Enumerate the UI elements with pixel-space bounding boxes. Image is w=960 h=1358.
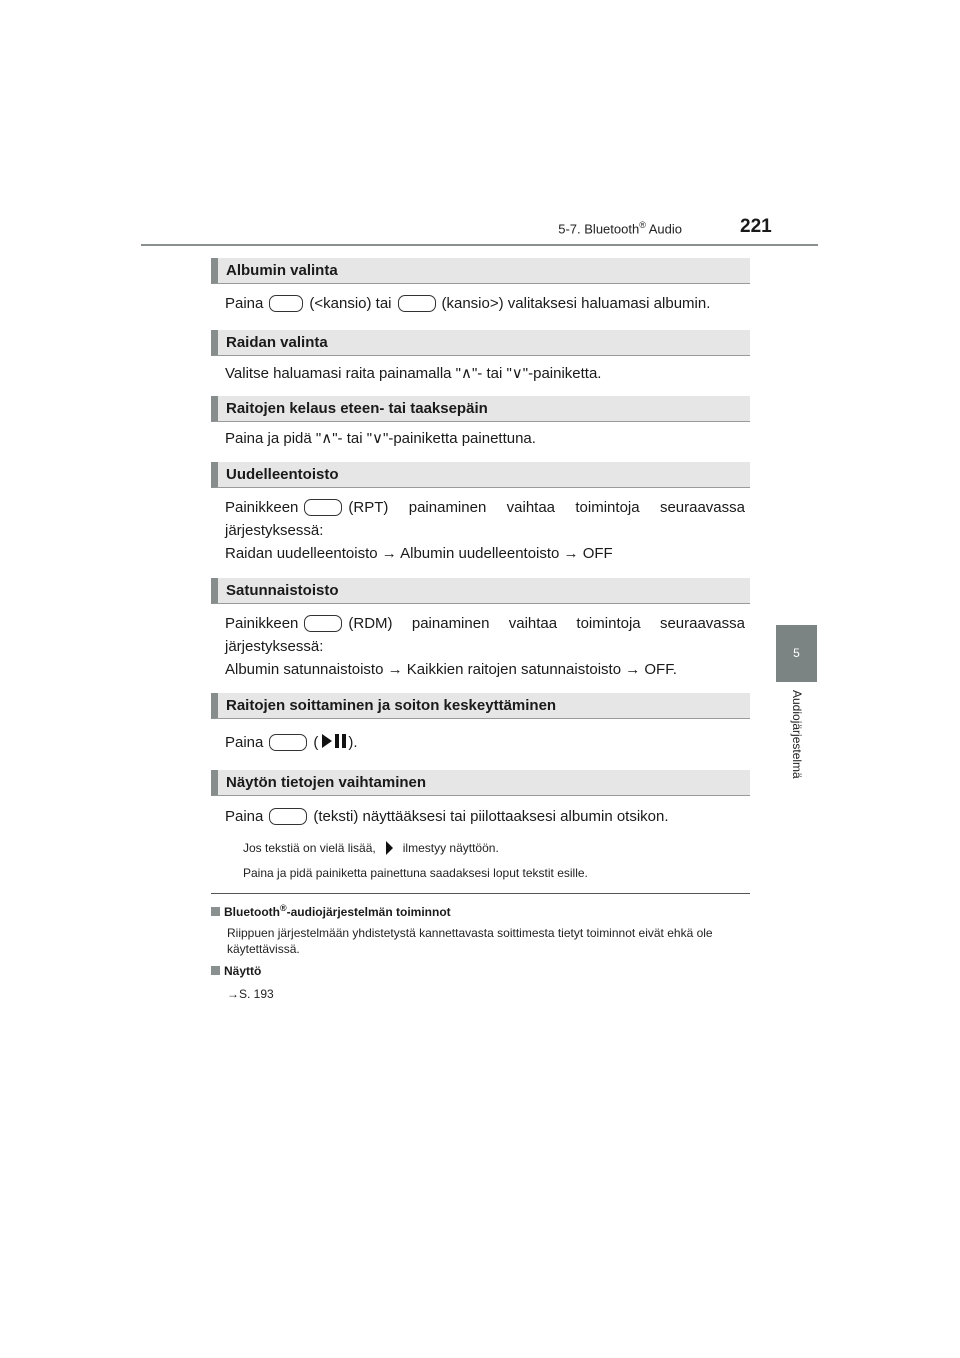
section-heading-album-select <box>211 258 750 284</box>
display-info-text <box>225 805 745 828</box>
heading-text: Raidan valinta <box>226 334 328 351</box>
text-part: Painikkeen <box>225 615 299 632</box>
section-heading-random <box>211 578 750 604</box>
text-part: ( <box>313 734 319 751</box>
section-heading-fast-forward <box>211 396 750 422</box>
square-bullet-icon <box>211 907 220 916</box>
folder-next-button-icon <box>398 295 436 312</box>
heading-text: Uudelleentoisto <box>226 466 339 483</box>
display-note-1 <box>243 839 743 857</box>
footnote-heading-display <box>211 964 261 978</box>
chapter-tab: 5 <box>776 625 817 682</box>
album-select-text <box>225 292 745 315</box>
section-heading-track-select <box>211 330 750 356</box>
random-text <box>225 612 745 658</box>
text-part: ilmestyy näyttöön. <box>402 841 499 855</box>
text-part: Bluetooth <box>224 905 280 919</box>
rpt-button-icon <box>304 499 342 516</box>
footnote-heading-bluetooth <box>211 903 451 919</box>
heading-text: Albumin valinta <box>226 262 338 279</box>
heading-text: Satunnaistoisto <box>226 582 339 599</box>
text-part: Paina <box>225 734 264 751</box>
footnote-text-display: →S. 193 <box>227 987 274 1001</box>
fast-forward-text: Paina ja pidä "∧"- tai "∨"-painiketta painettuna. <box>225 430 536 447</box>
text-part: Paina <box>225 295 264 312</box>
section-title-suffix: Audio <box>645 221 682 237</box>
text-part: ). <box>348 734 358 751</box>
text-part: (<kansio) tai <box>309 295 392 312</box>
section-title-prefix: 5-7. Bluetooth <box>558 221 640 237</box>
text-part: -audiojärjestelmän toiminnot <box>286 905 451 919</box>
section-title <box>558 220 682 236</box>
text-part: (RPT) painaminen vaihtaa toimintoja seuraavassa järjestyksessä: <box>225 499 745 539</box>
text-part: (RDM) painaminen vaihtaa toimintoja seuraavassa järjestyksessä: <box>225 615 745 655</box>
play-pause-button-icon <box>269 734 307 751</box>
text-part: Painikkeen <box>225 499 299 516</box>
play-pause-icon <box>318 732 348 757</box>
repeat-text <box>225 496 745 542</box>
registered-mark: ® <box>639 220 646 230</box>
play-pause-text <box>225 731 745 757</box>
text-part: (teksti) näyttääksesi tai piilottaaksesi albumin otsikon. <box>313 808 669 825</box>
text-part: Paina <box>225 808 264 825</box>
text-part: (kansio>) valitaksesi haluamasi albumin. <box>441 295 711 312</box>
folder-back-button-icon <box>269 295 303 312</box>
footnote-text-bluetooth: Riippuen järjestelmään yhdistetystä kannettavasta soittimesta tietyt toiminnot eivät ehkä ole käytettävissä. <box>227 926 713 956</box>
registered-mark: ® <box>280 903 287 913</box>
header-rule <box>141 244 818 246</box>
page-header <box>0 0 960 250</box>
heading-text: Raitojen kelaus eteen- tai taaksepäin <box>226 400 488 417</box>
more-text-arrow-icon <box>386 841 393 855</box>
text-button-icon <box>269 808 307 825</box>
heading-text: Raitojen soittaminen ja soiton keskeyttäminen <box>226 697 557 714</box>
chapter-label: Audiojärjestelmä <box>790 690 804 779</box>
heading-text: Näytön tietojen vaihtaminen <box>226 774 427 791</box>
repeat-sequence: Raidan uudelleentoisto → Albumin uudelleentoisto → OFF <box>225 545 613 562</box>
display-note-2: Paina ja pidä painiketta painettuna saadaksesi loput tekstit esille. <box>243 866 588 880</box>
text-part: Jos tekstiä on vielä lisää, <box>243 841 376 855</box>
section-heading-repeat <box>211 462 750 488</box>
text-part: Näyttö <box>224 964 262 978</box>
track-select-text: Valitse haluamasi raita painamalla "∧"- tai "∨"-painiketta. <box>225 365 602 382</box>
section-heading-display-info <box>211 770 750 796</box>
page-number: 221 <box>740 216 772 237</box>
square-bullet-icon <box>211 966 220 975</box>
content-divider <box>211 893 750 894</box>
section-heading-play-pause <box>211 693 750 719</box>
random-sequence: Albumin satunnaistoisto → Kaikkien raitojen satunnaistoisto → OFF. <box>225 661 677 678</box>
rdm-button-icon <box>304 615 342 632</box>
